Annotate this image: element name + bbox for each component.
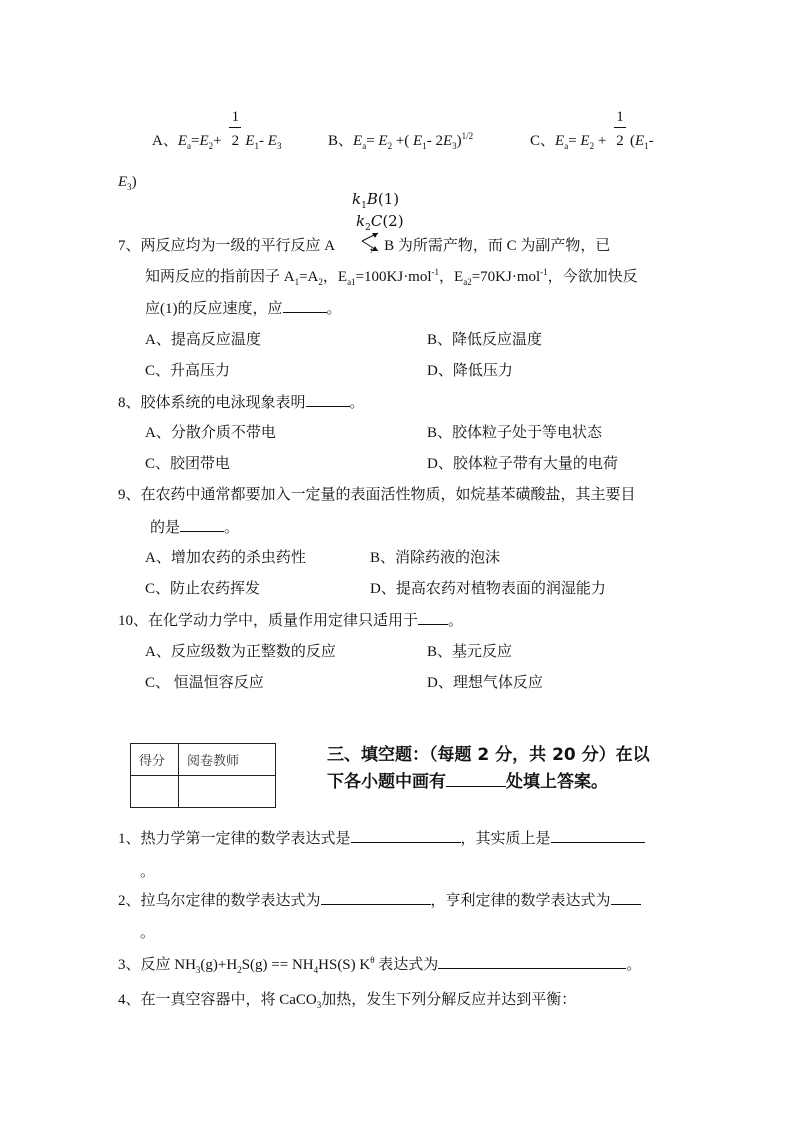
option-9c: C、防止农药挥发 [145,581,261,597]
text-segment: 1/2 [461,131,474,141]
text-segment: 4、在一真空容器中，将 CaCO [118,992,317,1008]
answer-blank[interactable] [438,954,626,969]
text-segment: E [442,133,453,149]
text-segment: S(g) == NH [241,957,314,973]
text-segment: 1 [361,201,367,211]
text-segment: B [366,190,378,208]
option-8d: D、胶体粒子带有大量的电荷 [427,456,618,472]
text-segment: =A [299,269,319,285]
text-segment: B、 [328,133,354,149]
option-6b [328,131,473,151]
text-segment: 3 [452,141,457,151]
period: 。 [626,957,642,973]
text-segment: -1 [431,267,440,277]
answer-blank[interactable] [611,890,641,905]
text-segment: a [564,141,569,151]
text-segment: - 2 [426,133,443,149]
period: 。 [349,395,365,411]
text-segment: -1 [540,267,548,277]
text-segment: E [267,133,277,149]
text-segment: 1 [254,141,260,151]
answer-blank[interactable] [418,610,448,625]
answer-blank[interactable] [283,298,327,313]
text-segment: E [118,174,128,190]
section-3-title: 三、填空题：（每题 2 分，共 20 分）在以 [327,745,650,765]
text-segment: 4 [313,965,319,975]
grader-header: 阅卷教师 [179,744,276,776]
option-8b: B、胶体粒子处于等电状态 [427,425,603,441]
text-segment: 3 [195,965,201,975]
text-segment: 表达式为 [374,957,439,973]
text-segment: E [353,133,363,149]
text-segment: (1) [377,190,400,208]
answer-blank[interactable] [180,517,224,532]
text-segment: 加热，发生下列分解反应并达到平衡： [321,992,577,1008]
period: 。 [326,301,342,317]
text-segment: HS(S) K [318,957,371,973]
text-segment: k [352,190,362,208]
text-segment: 2 [365,223,371,233]
grader-cell[interactable] [179,776,276,808]
section-3-text: 下各小题中画有 [327,772,446,792]
section-3-title-line2 [327,768,608,794]
question-9: 9、在农药中通常都要加入一定量的表面活性物质，如烷基苯磺酸盐，其主要目 [118,487,636,503]
option-6c-continued [118,172,137,192]
score-header: 得分 [131,744,179,776]
text-segment: E [177,133,188,149]
question-7-line1 [118,236,610,256]
option-6a [152,109,282,151]
answer-blank[interactable] [551,828,645,843]
text-segment: E [378,133,388,149]
text-segment: 2 [318,277,323,287]
option-9a: A、增加农药的杀虫药性 [145,550,306,566]
text-segment: =70KJ·mol [471,269,541,285]
option-10a: A、反应级数为正整数的反应 [145,644,336,660]
blank-mark [446,768,506,787]
fill-question-1 [118,828,645,849]
question-7-stem-cont: ，B 为所需产物，而 C 为副产物，已 [369,238,611,254]
fraction-half [228,109,242,151]
denominator: 2 [231,133,240,149]
question-7-line2 [145,267,638,287]
answer-blank[interactable] [306,392,350,407]
option-7a: A、提高反应温度 [145,332,261,348]
text-segment: C [370,212,383,230]
text-segment: ) [456,133,462,149]
text-segment: = [568,133,581,149]
option-8c: C、胶团带电 [145,456,231,472]
text-segment: 2 [589,141,595,151]
option-9b: B、消除药液的泡沫 [370,550,501,566]
question-10-stem: 10、在化学动力学中，质量作用定律只适用于 [118,613,419,629]
rate-k1-label [352,189,399,209]
text-segment: E [580,133,590,149]
option-8a: A、分散介质不带电 [145,425,276,441]
text-segment: ) [131,174,137,190]
option-7d: D、降低压力 [427,363,513,379]
text-segment: k [356,212,366,230]
text-segment: a2 [463,277,472,287]
text-segment: 1 [644,141,649,151]
text-segment: = [366,133,379,149]
fill-2-stem-cont: ，亨利定律的数学表达式为 [430,893,611,909]
text-segment: ( [630,133,636,149]
text-segment: - [648,133,654,149]
text-segment: 知两反应的指前因子 A [145,269,295,285]
fill-2-stem: 2、拉乌尔定律的数学表达式为 [118,893,321,909]
text-segment: E [413,133,423,149]
text-segment: a [187,141,192,151]
option-6c [530,109,654,151]
question-8-stem: 8、胶体系统的电泳现象表明 [118,395,306,411]
fill-question-2 [118,890,641,911]
text-segment: C、 [530,133,556,149]
option-10d: D、理想气体反应 [427,675,543,691]
text-segment: 2 [387,141,393,151]
text-segment: E [635,133,645,149]
fill-question-3 [118,954,641,975]
text-segment: 3 [276,141,282,151]
text-segment: (g)+H [200,957,238,973]
period: 。 [140,925,156,941]
text-segment: +( [392,133,414,149]
text-segment: a1 [347,277,356,287]
question-10 [118,610,463,631]
text-segment: 1 [294,277,300,287]
text-segment: 3 [127,182,132,192]
question-9-line2 [150,517,239,538]
answer-blank[interactable] [321,890,431,905]
section-3-text-end: 处填上答案。 [506,772,608,792]
score-table [130,743,276,808]
score-cell[interactable] [131,776,179,808]
text-segment: θ [370,955,375,965]
question-8 [118,392,365,413]
question-7-stem-end: 应(1)的反应速度，应 [145,301,283,317]
text-segment: + [213,133,226,149]
period: 。 [224,520,240,536]
text-segment: = [191,133,200,149]
rate-k2-label [356,211,404,231]
text-segment: =100KJ·mol [355,269,432,285]
text-segment: 3、反应 NH [118,957,196,973]
denominator: 2 [616,133,624,149]
option-9d: D、提高农药对植物表面的润湿能力 [370,581,606,597]
text-segment: 2 [208,141,214,151]
question-7-stem: 7、两反应均为一级的平行反应 A [118,238,336,254]
text-segment: E [555,133,565,149]
text-segment: + [594,133,611,149]
text-segment: E [199,133,209,149]
question-7-line3 [145,298,342,319]
text-segment: ，今欲加快反 [547,269,638,285]
question-9-stem-end: 的是 [150,520,181,536]
text-segment: 3 [316,1000,322,1010]
fill-3-stem [118,957,438,973]
text-segment: ，E [322,269,348,285]
text-segment: 1 [422,141,427,151]
text-segment: (2) [382,212,404,230]
option-10b: B、基元反应 [427,644,513,660]
fill-1-stem: 1、热力学第一定律的数学表达式是 [118,831,351,847]
numerator: 1 [231,109,240,125]
fill-1-stem-cont: ，其实质上是 [460,831,551,847]
fraction-half [613,109,627,151]
option-10c: C、 恒温恒容反应 [145,675,264,691]
text-segment: A、 [152,133,178,149]
text-segment: a [362,141,367,151]
option-7c: C、升高压力 [145,363,231,379]
answer-blank[interactable] [351,828,461,843]
period: 。 [140,864,156,880]
text-segment: 2 [237,965,242,975]
fill-question-4 [118,990,576,1010]
text-segment: - [259,133,268,149]
text-segment: ，E [439,269,464,285]
option-7b: B、降低反应温度 [427,332,543,348]
numerator: 1 [616,109,624,125]
period: 。 [448,613,464,629]
text-segment: E [245,133,255,149]
